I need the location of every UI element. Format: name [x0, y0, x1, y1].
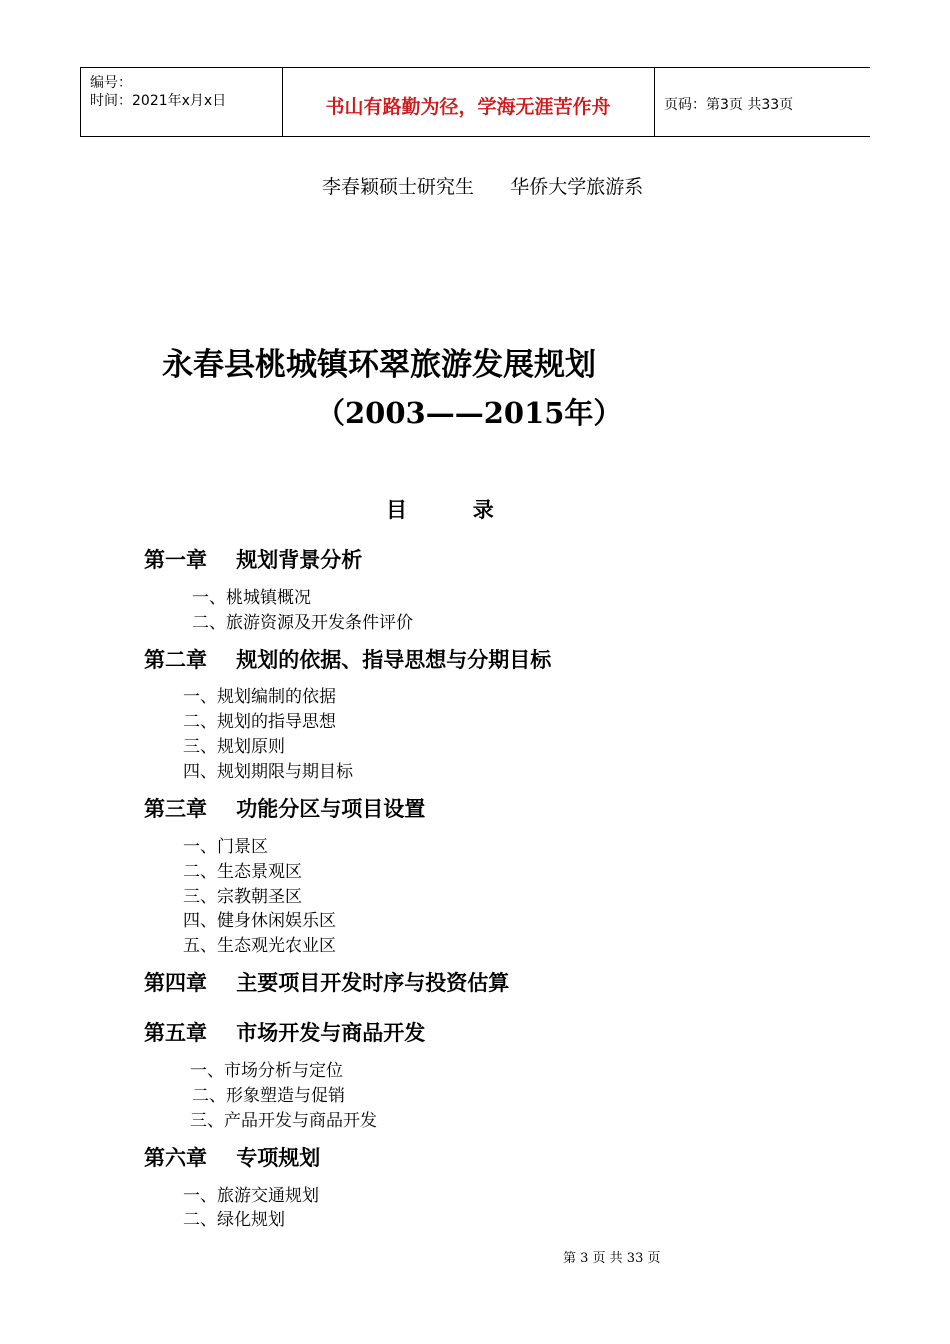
section-item: 二、形象塑造与促销: [192, 1086, 345, 1106]
document-title: 永春县桃城镇环翠旅游发展规划: [162, 347, 596, 383]
section-item: 二、绿化规划: [183, 1210, 285, 1230]
chapter-4-heading: 第四章 主要项目开发时序与投资估算: [144, 970, 510, 995]
section-item: 二、规划的指导思想: [183, 712, 336, 732]
date-label: 时间：2021年x月x日: [90, 93, 227, 109]
section-item: 四、规划期限与期目标: [183, 762, 353, 782]
header-divider: [654, 68, 655, 136]
header-divider: [80, 68, 81, 136]
header-left-cell: [90, 74, 226, 110]
section-item: 二、旅游资源及开发条件评价: [192, 613, 413, 633]
section-item: 一、市场分析与定位: [190, 1061, 343, 1081]
section-item: 三、宗教朝圣区: [183, 887, 302, 907]
section-item: 四、健身休闲娱乐区: [183, 911, 336, 931]
page-header: [80, 67, 870, 137]
document-years: （2003——2015年）: [316, 396, 623, 430]
section-item: 三、产品开发与商品开发: [190, 1111, 377, 1131]
section-item: 一、旅游交通规划: [183, 1186, 319, 1206]
number-label: 编号：: [90, 75, 132, 91]
toc-heading: 目 录: [386, 497, 494, 522]
section-item: 一、桃城镇概况: [192, 588, 311, 608]
chapter-1-heading: 第一章 规划背景分析: [144, 547, 363, 572]
section-item: 一、规划编制的依据: [183, 687, 336, 707]
section-item: 五、生态观光农业区: [183, 936, 336, 956]
section-item: 三、规划原则: [183, 737, 285, 757]
chapter-5-heading: 第五章 市场开发与商品开发: [144, 1020, 426, 1045]
header-page-label: 页码：第3页 共33页: [664, 97, 794, 113]
header-motto: 书山有路勤为径，学海无涯苦作舟: [325, 96, 611, 118]
chapter-6-heading: 第六章 专项规划: [144, 1145, 321, 1170]
chapter-3-heading: 第三章 功能分区与项目设置: [144, 796, 426, 821]
author-line: 李春颖硕士研究生 华侨大学旅游系: [322, 176, 644, 198]
chapter-2-heading: 第二章 规划的依据、指导思想与分期目标: [144, 647, 552, 672]
section-item: 一、门景区: [183, 837, 268, 857]
section-item: 二、生态景观区: [183, 862, 302, 882]
page-footer: 第 3 页 共 33 页: [563, 1251, 661, 1266]
